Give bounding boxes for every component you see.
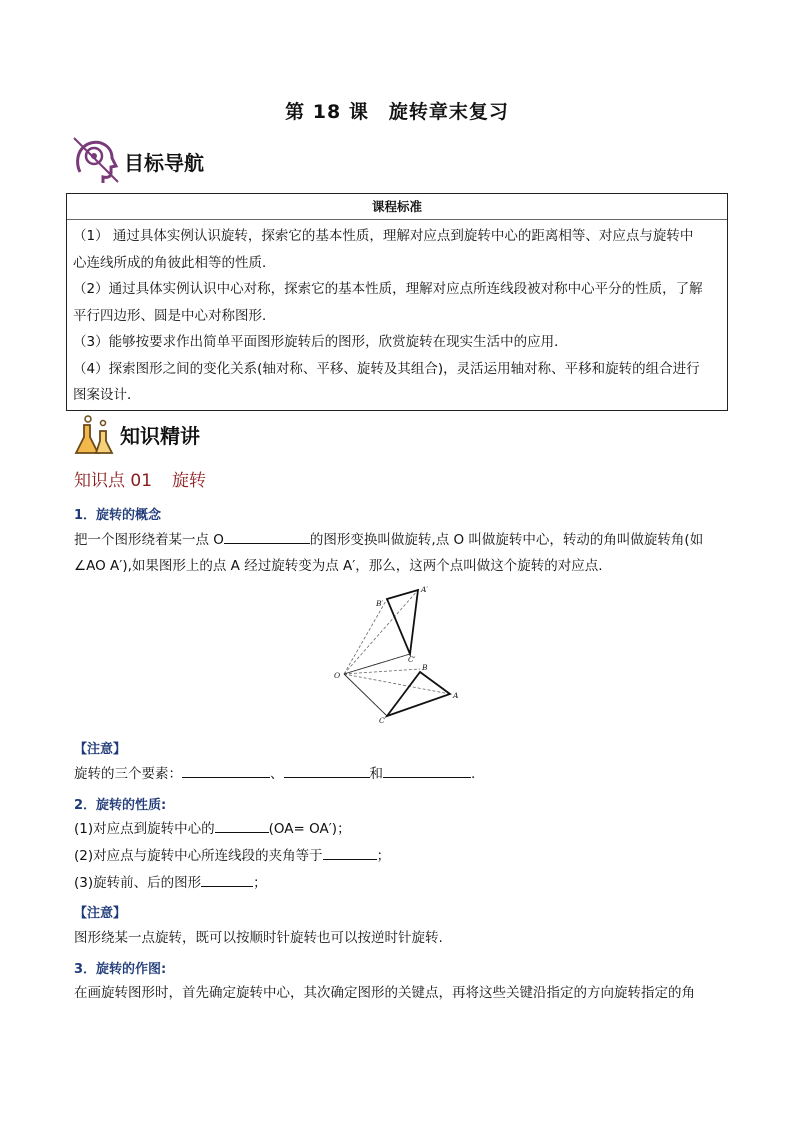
point-label: B bbox=[422, 663, 428, 672]
goal-section-header bbox=[70, 136, 204, 186]
head-brain-icon bbox=[70, 136, 120, 186]
note-heading: 【注意】 bbox=[74, 906, 127, 921]
point-label: A′ bbox=[421, 585, 429, 594]
drawing-paragraph: 在画旋转图形时，首先确定旋转中心，其次确定图形的关键点，再将这些关键沿指定的方向旋转指定的角 bbox=[74, 985, 695, 1001]
concept-paragraph-line2: ∠AO A′),如果图形上的点 A 经过旋转变为点 A′，那么，这两个点叫做这个旋转的对应点. bbox=[74, 558, 603, 574]
course-standard-body bbox=[67, 220, 727, 409]
standard-line: （3）能够按要求作出简单平面图形旋转后的图形，欣赏旋转在现实生活中的应用． bbox=[73, 334, 568, 350]
property-item-3: (3)旋转前、后的图形 ； bbox=[74, 870, 734, 896]
property-item-1: (1)对应点到旋转中心的 (OA= OA′)； bbox=[74, 816, 734, 842]
knowledge-point-title bbox=[74, 466, 206, 491]
standard-line: 平行四边形、圆是中心对称图形． bbox=[73, 307, 276, 324]
point-label: C bbox=[379, 716, 385, 724]
point-label: C′ bbox=[408, 655, 416, 664]
property-heading: 2．旋转的性质: bbox=[74, 798, 167, 813]
goal-section-title: 目标导航 bbox=[124, 150, 204, 175]
course-standard-header: 课程标准 bbox=[67, 194, 727, 220]
knowledge-point-name: 旋转 bbox=[172, 471, 207, 491]
fill-blank bbox=[323, 845, 377, 860]
note-three-elements: 旋转的三个要素： 、 和 . bbox=[74, 761, 734, 787]
flask-icon bbox=[70, 413, 116, 455]
standard-line: 心连线所成的角彼此相等的性质． bbox=[73, 254, 276, 271]
course-standard-box bbox=[66, 193, 728, 411]
note-heading: 【注意】 bbox=[74, 742, 127, 757]
fill-blank bbox=[215, 818, 269, 833]
standard-line: （1） 通过具体实例认识旋转，探索它的基本性质，理解对应点到旋转中心的距离相等、对应点与旋转中 bbox=[73, 228, 694, 244]
concept-paragraph-line1: 把一个图形绕着某一点 O 的图形变换叫做旋转,点 O 叫做旋转中心，转动的角叫做旋转角(如 bbox=[74, 527, 734, 553]
fill-blank bbox=[224, 529, 310, 544]
page-title: 第 18 课 旋转章末复习 bbox=[285, 101, 509, 123]
standard-line: 图案设计． bbox=[73, 387, 141, 403]
fill-blank bbox=[182, 763, 270, 778]
rotation-figure bbox=[330, 584, 470, 724]
note-direction-text: 图形绕某一点旋转，既可以按顺时针旋转也可以按逆时针旋转. bbox=[74, 930, 443, 946]
standard-line: （2）通过具体实例认识中心对称，探索它的基本性质，理解对应点所连线段被对称中心平分的性质，了解 bbox=[73, 281, 703, 297]
drawing-heading: 3．旋转的作图: bbox=[74, 962, 167, 977]
fill-blank bbox=[383, 763, 471, 778]
fill-blank bbox=[201, 872, 253, 887]
concept-heading: 1．旋转的概念 bbox=[74, 508, 162, 523]
knowledge-point-label: 知识点 01 bbox=[74, 471, 153, 491]
fill-blank bbox=[284, 763, 370, 778]
knowledge-section-header bbox=[70, 413, 200, 455]
point-label: O bbox=[334, 671, 341, 680]
property-item-2: (2)对应点与旋转中心所连线段的夹角等于 ； bbox=[74, 843, 734, 869]
standard-line: （4）探索图形之间的变化关系(轴对称、平移、旋转及其组合)，灵活运用轴对称、平移和旋转的组合进行 bbox=[73, 360, 700, 377]
knowledge-section-title: 知识精讲 bbox=[120, 423, 200, 448]
point-label: A bbox=[453, 691, 459, 700]
point-label: B′ bbox=[376, 599, 384, 608]
